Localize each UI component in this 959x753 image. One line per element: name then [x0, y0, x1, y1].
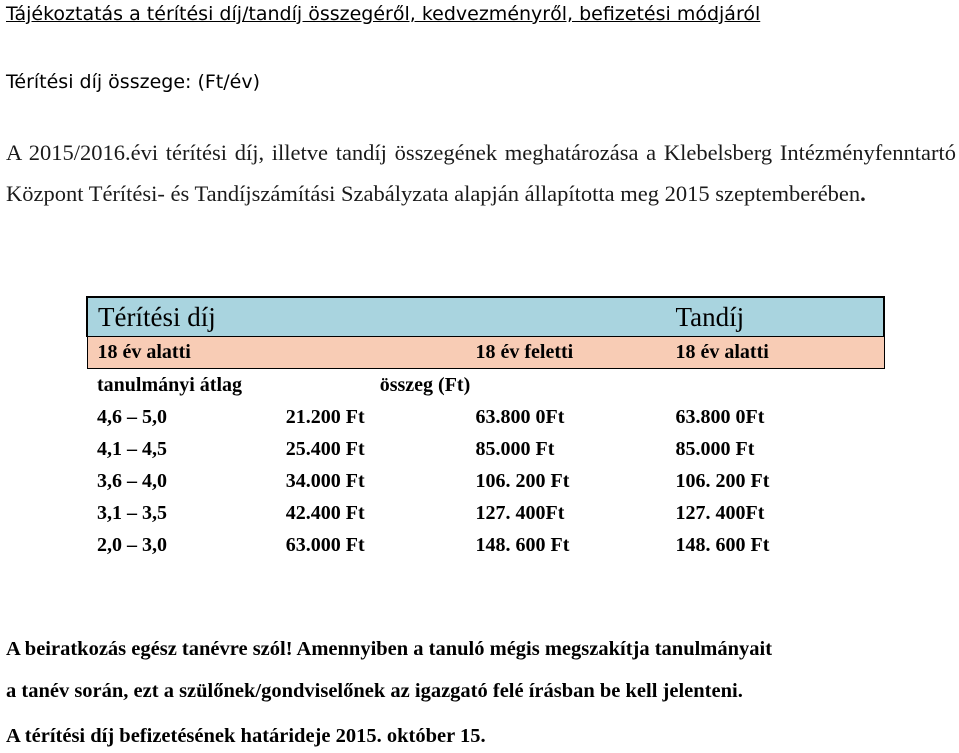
age-header-row — [87, 337, 884, 369]
fee-under18: 42.400 Ft — [285, 501, 365, 524]
fee-over18: 63.800 0Ft — [475, 405, 565, 428]
deadline-note: A térítési díj befizetésének határideje 2015. október 15. — [6, 725, 486, 747]
fee-under18: 34.000 Ft — [285, 469, 365, 492]
label-row — [87, 369, 884, 402]
table-row — [87, 497, 884, 529]
group-header-row — [87, 297, 884, 337]
fee-under18: 63.000 Ft — [285, 533, 365, 556]
tuition-under18: 85.000 Ft — [675, 437, 755, 460]
enrollment-note: A beiratkozás egész tanévre szól! Amennyiben a tanuló mégis megszakítja tanulmányait — [6, 638, 773, 660]
fee-group-header: Térítési díj — [87, 297, 666, 337]
document-title: Tájékoztatás a térítési díj/tandíj összegéről, kedvezményről, befizetési módjáról — [6, 3, 761, 25]
fee-under18: 25.400 Ft — [285, 437, 365, 460]
under18-header: 18 év alatti — [87, 337, 465, 369]
tuition-under18: 148. 600 Ft — [675, 533, 770, 556]
average-range: 3,6 – 4,0 — [97, 469, 167, 492]
tuition-group-header: Tandíj — [666, 297, 885, 337]
tuition-under18-header: 18 év alatti — [666, 337, 885, 369]
table-row — [87, 433, 884, 465]
amount-label: összeg (Ft) — [379, 373, 471, 396]
fee-table — [86, 296, 885, 561]
tuition-under18: 106. 200 Ft — [675, 469, 770, 492]
average-label: tanulmányi átlag — [97, 373, 243, 396]
tuition-under18: 63.800 0Ft — [675, 405, 765, 428]
fee-over18: 85.000 Ft — [475, 437, 555, 460]
over18-header: 18 év feletti — [465, 337, 665, 369]
fee-over18: 127. 400Ft — [475, 501, 565, 524]
tuition-under18: 127. 400Ft — [675, 501, 765, 524]
table-row — [87, 465, 884, 497]
withdrawal-note: a tanév során, ezt a szülőnek/gondviselőnek az igazgató felé írásban be kell jelenteni. — [6, 680, 743, 702]
average-range: 4,1 – 4,5 — [97, 437, 167, 460]
fee-over18: 148. 600 Ft — [475, 533, 570, 556]
average-range: 3,1 – 3,5 — [97, 501, 167, 524]
fee-over18: 106. 200 Ft — [475, 469, 570, 492]
average-range: 4,6 – 5,0 — [97, 405, 167, 428]
intro-text: A 2015/2016.évi térítési díj, illetve tandíj összegének meghatározása a Klebelsberg Intézményfenntartó Központ Térítési- és Tandíjszámítási Szabályzata alapján állapította meg 2015 szeptemberében — [6, 140, 956, 206]
fee-under18: 21.200 Ft — [285, 405, 365, 428]
intro-paragraph — [6, 132, 956, 214]
table-row — [87, 529, 884, 561]
intro-period: . — [860, 181, 866, 206]
average-range: 2,0 – 3,0 — [97, 533, 167, 556]
table-row — [87, 401, 884, 433]
fee-subtitle: Térítési díj összege: (Ft/év) — [6, 71, 260, 93]
